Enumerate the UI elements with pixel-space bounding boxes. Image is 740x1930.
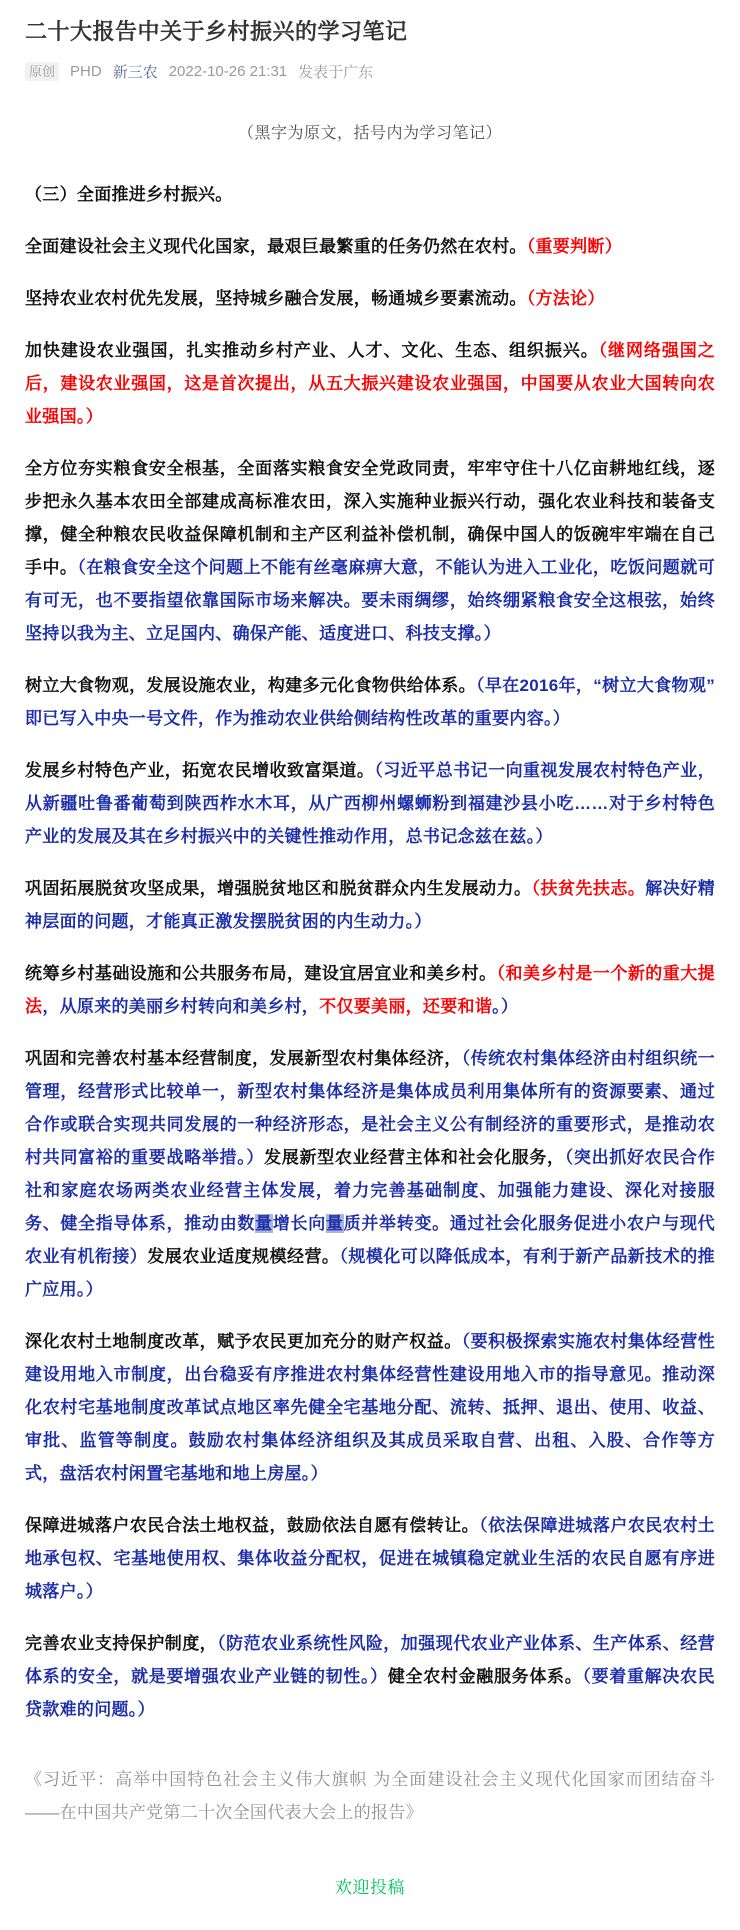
legend-note: （黑字为原文，括号内为学习笔记） (237, 124, 502, 142)
text-run: （规模化可以降低成本，有利于新产品新技术的推广应用。） (25, 1246, 715, 1299)
text-run: （继网络强国之后，建设农业强国，这是首次提出，从五大振兴建设农业强国，中国要从农业大国转向农业强国。） (25, 340, 715, 426)
author-name: PHD (70, 62, 102, 80)
text-run: 巩固和完善农村基本经营制度，发展新型农村集体经济， (25, 1048, 462, 1068)
text-run: （和美乡村是一个新的重大提法 (25, 963, 715, 1016)
paragraph (25, 669, 715, 735)
text-run: （在粮食安全这个问题上不能有丝毫麻痹大意，不能认为进入工业化，吃饭问题就可有可无，也不要指望依靠国际市场来解决。要未雨绸缪，始终绷紧粮食安全这根弦，始终坚持以我为主、立足国内、确保产能、适度进口、科技支撑。） (25, 557, 715, 643)
text-run: （突出抓好农民合作社和家庭农场两类农业经营主体发展，着力完善基础制度、加强能力建设、深化对接服务、健全指导体系，推动由数 (25, 1147, 715, 1233)
paragraph (25, 754, 715, 853)
text-run: ，从原来的美丽乡村转向和美乡村， (42, 996, 320, 1016)
original-badge: 原创 (25, 62, 59, 81)
text-run: 增长向 (272, 1213, 326, 1233)
text-run: 保障进城落户农民合法土地权益，鼓励依法自愿有偿转让。 (25, 1515, 480, 1535)
text-run: 发展乡村特色产业，拓宽农民增收致富渠道。 (25, 760, 375, 780)
text-run: （依法保障进城落户农民农村土地承包权、宅基地使用权、集体收益分配权，促进在城镇稳定就业生活的农民自愿有序进城落户。） (25, 1515, 715, 1601)
text-run: 不仅要美丽，还要和谐 (319, 996, 493, 1016)
paragraph (25, 1627, 715, 1726)
text-run: 发展农业适度规模经营。 (147, 1246, 340, 1266)
text-run: 完善农业支持保护制度， (25, 1633, 218, 1653)
text-run: 巩固拓展脱贫攻坚成果，增强脱贫地区和脱贫群众内生发展动力。 (25, 878, 532, 898)
article-body (25, 230, 715, 1726)
submission-link[interactable]: 欢迎投稿 (335, 1877, 405, 1897)
text-run: （重要判断） (526, 236, 623, 256)
footer (25, 1873, 715, 1898)
paragraph (25, 1325, 715, 1490)
paragraph (25, 957, 715, 1023)
paragraph (25, 1042, 715, 1306)
section-heading: （三）全面推进乡村振兴。 (25, 184, 233, 204)
text-run: 全面建设社会主义现代化国家，最艰巨最繁重的任务仍然在农村。 (25, 236, 527, 256)
text-run: 深化农村土地制度改革，赋予农民更加充分的财产权益。 (25, 1331, 462, 1351)
text-run: 统筹乡村基础设施和公共服务布局，建设宜居宜业和美乡村。 (25, 963, 497, 983)
text-run: （要着重解决农民贷款难的问题。） (25, 1666, 715, 1719)
text-run: 坚持农业农村优先发展，坚持城乡融合发展，畅通城乡要素流动。 (25, 288, 527, 308)
text-run: 解决好精神层面的问题，才能真正激发摆脱贫困的内生动力。） (25, 878, 715, 931)
text-run: 质并举转变。通过社会化服务促进小农户与现代农业有机衔接） (25, 1213, 715, 1266)
paragraph (25, 230, 715, 263)
text-run: （扶贫先扶志。 (531, 878, 646, 898)
publish-location: 发表于广东 (298, 63, 374, 81)
text-run: 发展新型农业经营主体和社会化服务， (264, 1147, 565, 1167)
text-run: （传统农村集体经济由村组织统一管理，经营形式比较单一，新型农村集体经济是集体成员利用集体所有的资源要素、通过合作或联合实现共同发展的一种经济形态，是社会主义公有制经济的重要形式，是推动农村共同富裕的重要战略举措。） (25, 1048, 716, 1167)
report-citation: 《习近平：高举中国特色社会主义伟大旗帜 为全面建设社会主义现代化国家而团结奋斗——在中国共产党第二十次全国代表大会上的报告》 (25, 1769, 715, 1822)
article-meta (25, 61, 715, 82)
text-run: （习近平总书记一向重视发展农村特色产业，从新疆吐鲁番葡萄到陕西柞水木耳，从广西柳州螺蛳粉到福建沙县小吃……对于乡村特色产业的发展及其在乡村振兴中的关键性推动作用，总书记念兹在兹。） (25, 760, 716, 846)
paragraph (25, 452, 715, 650)
text-run: （要积极探索实施农村集体经营性建设用地入市制度，出台稳妥有序推进农村集体经营性建设用地入市的指导意见。推动深化农村宅基地制度改革试点地区率先健全宅基地分配、流转、抵押、退出、使用、收益、审批、监管等制度。鼓励农村集体经济组织及其成员采取自营、出租、入股、合作等方式，盘活农村闲置宅基地和地上房屋。） (25, 1331, 716, 1483)
text-run: （方法论） (526, 288, 605, 308)
paragraph (25, 282, 715, 315)
article-title: 二十大报告中关于乡村振兴的学习笔记 (25, 19, 408, 44)
account-link[interactable]: 新三农 (112, 63, 158, 81)
text-run: 全方位夯实粮食安全根基，全面落实粮食安全党政同责，牢牢守住十八亿亩耕地红线，逐步把永久基本农田全部建成高标准农田，深入实施种业振兴行动，强化农业科技和装备支撑，健全种粮农民收益保障机制和主产区利益补偿机制，确保中国人的饭碗牢牢端在自己手中。 (25, 458, 715, 577)
paragraph (25, 334, 715, 433)
text-run: 加快建设农业强国，扎实推动乡村产业、人才、文化、生态、组织振兴。 (25, 340, 599, 360)
text-run: （防范农业系统性风险，加强现代农业产业体系、生产体系、经营体系的安全，就是要增强农业产业链的韧性。） (25, 1633, 715, 1686)
text-run: 健全农村金融服务体系。 (387, 1666, 583, 1686)
text-run: 。） (492, 996, 519, 1016)
text-run: 树立大食物观，发展设施农业，构建多元化食物供给体系。 (25, 675, 476, 695)
publish-time: 2022-10-26 21:31 (168, 62, 288, 80)
text-run: （早在2016年，“树立大食物观”即已写入中央一号文件，作为推动农业供给侧结构性改革的重要内容。） (25, 675, 715, 728)
highlighted-text-run: 量 (325, 1213, 344, 1233)
highlighted-text-run: 量 (255, 1213, 273, 1233)
paragraph (25, 872, 715, 938)
paragraph (25, 1509, 715, 1608)
